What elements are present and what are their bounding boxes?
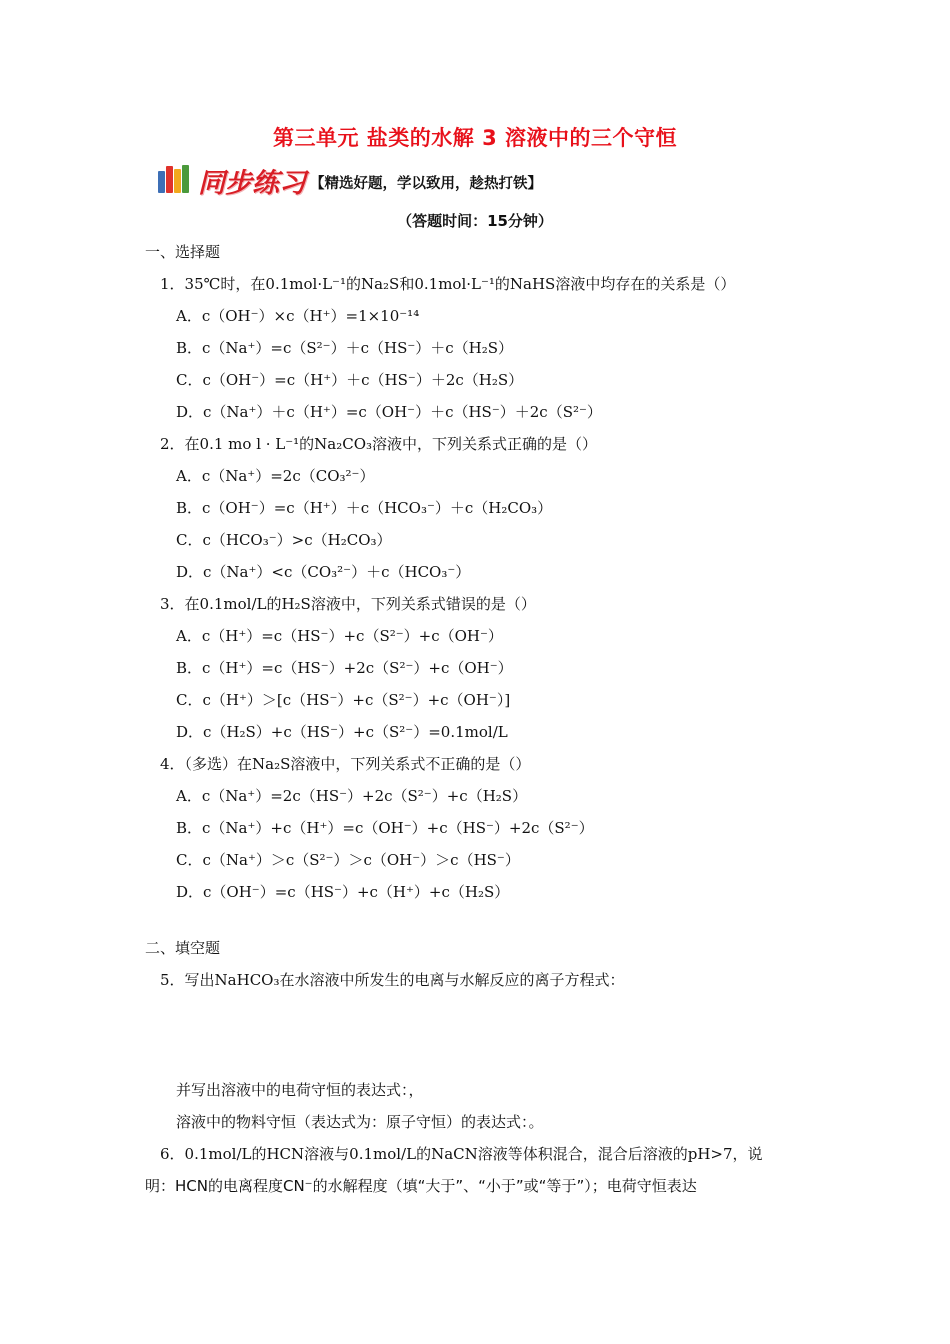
question-5-stem: 5．写出NaHCO₃在水溶液中所发生的电离与水解反应的离子方程式：	[160, 971, 625, 989]
question-2-stem: 2．在0.1 mo l · L⁻¹的Na₂CO₃溶液中，下列关系式正确的是（）	[160, 435, 598, 453]
question-4-option-c: C．c（Na⁺）＞c（S²⁻）＞c（OH⁻）＞c（HS⁻）	[176, 851, 520, 869]
time-note: （答题时间：15分钟）	[397, 212, 553, 230]
question-1-option-c: C．c（OH⁻）=c（H⁺）＋c（HS⁻）＋2c（H₂S）	[176, 371, 524, 389]
section-heading-fill: 二、填空题	[145, 939, 221, 957]
question-5-charge-line: 并写出溶液中的电荷守恒的表达式：，	[176, 1081, 424, 1099]
question-1-stem: 1．35℃时，在0.1mol·L⁻¹的Na₂S和0.1mol·L⁻¹的NaHS溶液中均存在的关系是（）	[160, 275, 736, 293]
question-4-option-b: B．c（Na⁺）+c（H⁺）=c（OH⁻）+c（HS⁻）+2c（S²⁻）	[176, 819, 594, 837]
question-3-option-b: B．c（H⁺）=c（HS⁻）+2c（S²⁻）+c（OH⁻）	[176, 659, 513, 677]
page-title: 第三单元 盐类的水解 3 溶液中的三个守恒	[272, 126, 678, 150]
question-3-option-c: C．c（H⁺）＞[c（HS⁻）+c（S²⁻）+c（OH⁻）]	[176, 691, 511, 709]
banner-note: 【精选好题，学以致用，趁热打铁】	[310, 175, 542, 192]
question-4-option-d: D．c（OH⁻）=c（HS⁻）+c（H⁺）+c（H₂S）	[176, 883, 510, 901]
question-5-material-line: 溶液中的物料守恒（表达式为：原子守恒）的表达式：。	[176, 1113, 544, 1131]
banner-word: 同步练习	[198, 167, 306, 199]
question-1-option-a: A．c（OH⁻）×c（H⁺）=1×10⁻¹⁴	[176, 307, 420, 325]
question-6-line-2: 明：HCN的电离程度CN⁻的水解程度（填“大于”、“小于”或“等于”）；电荷守恒表达	[145, 1177, 697, 1195]
question-1-option-b: B．c（Na⁺）=c（S²⁻）＋c（HS⁻）＋c（H₂S）	[176, 339, 514, 357]
question-3-option-a: A．c（H⁺）=c（HS⁻）+c（S²⁻）+c（OH⁻）	[176, 627, 503, 645]
question-6-line-1: 6．0.1mol/L的HCN溶液与0.1mol/L的NaCN溶液等体积混合，混合后溶液的pH>7，说	[160, 1145, 763, 1163]
question-2-option-a: A．c（Na⁺）=2c（CO₃²⁻）	[176, 467, 375, 485]
question-1-option-d: D．c（Na⁺）＋c（H⁺）=c（OH⁻）＋c（HS⁻）＋2c（S²⁻）	[176, 403, 602, 421]
question-3-stem: 3．在0.1mol/L的H₂S溶液中，下列关系式错误的是（）	[160, 595, 536, 613]
books-icon	[158, 165, 192, 195]
question-2-option-d: D．c（Na⁺）<c（CO₃²⁻）＋c（HCO₃⁻）	[176, 563, 471, 581]
question-3-option-d: D．c（H₂S）+c（HS⁻）+c（S²⁻）=0.1mol/L	[176, 723, 508, 741]
question-4-option-a: A．c（Na⁺）=2c（HS⁻）+2c（S²⁻）+c（H₂S）	[176, 787, 528, 805]
section-heading-choice: 一、选择题	[145, 243, 221, 261]
question-2-option-c: C．c（HCO₃⁻）>c（H₂CO₃）	[176, 531, 392, 549]
practice-banner	[158, 163, 542, 197]
question-2-option-b: B．c（OH⁻）=c（H⁺）＋c（HCO₃⁻）＋c（H₂CO₃）	[176, 499, 553, 517]
question-4-stem: 4．（多选）在Na₂S溶液中，下列关系式不正确的是（）	[160, 755, 531, 773]
